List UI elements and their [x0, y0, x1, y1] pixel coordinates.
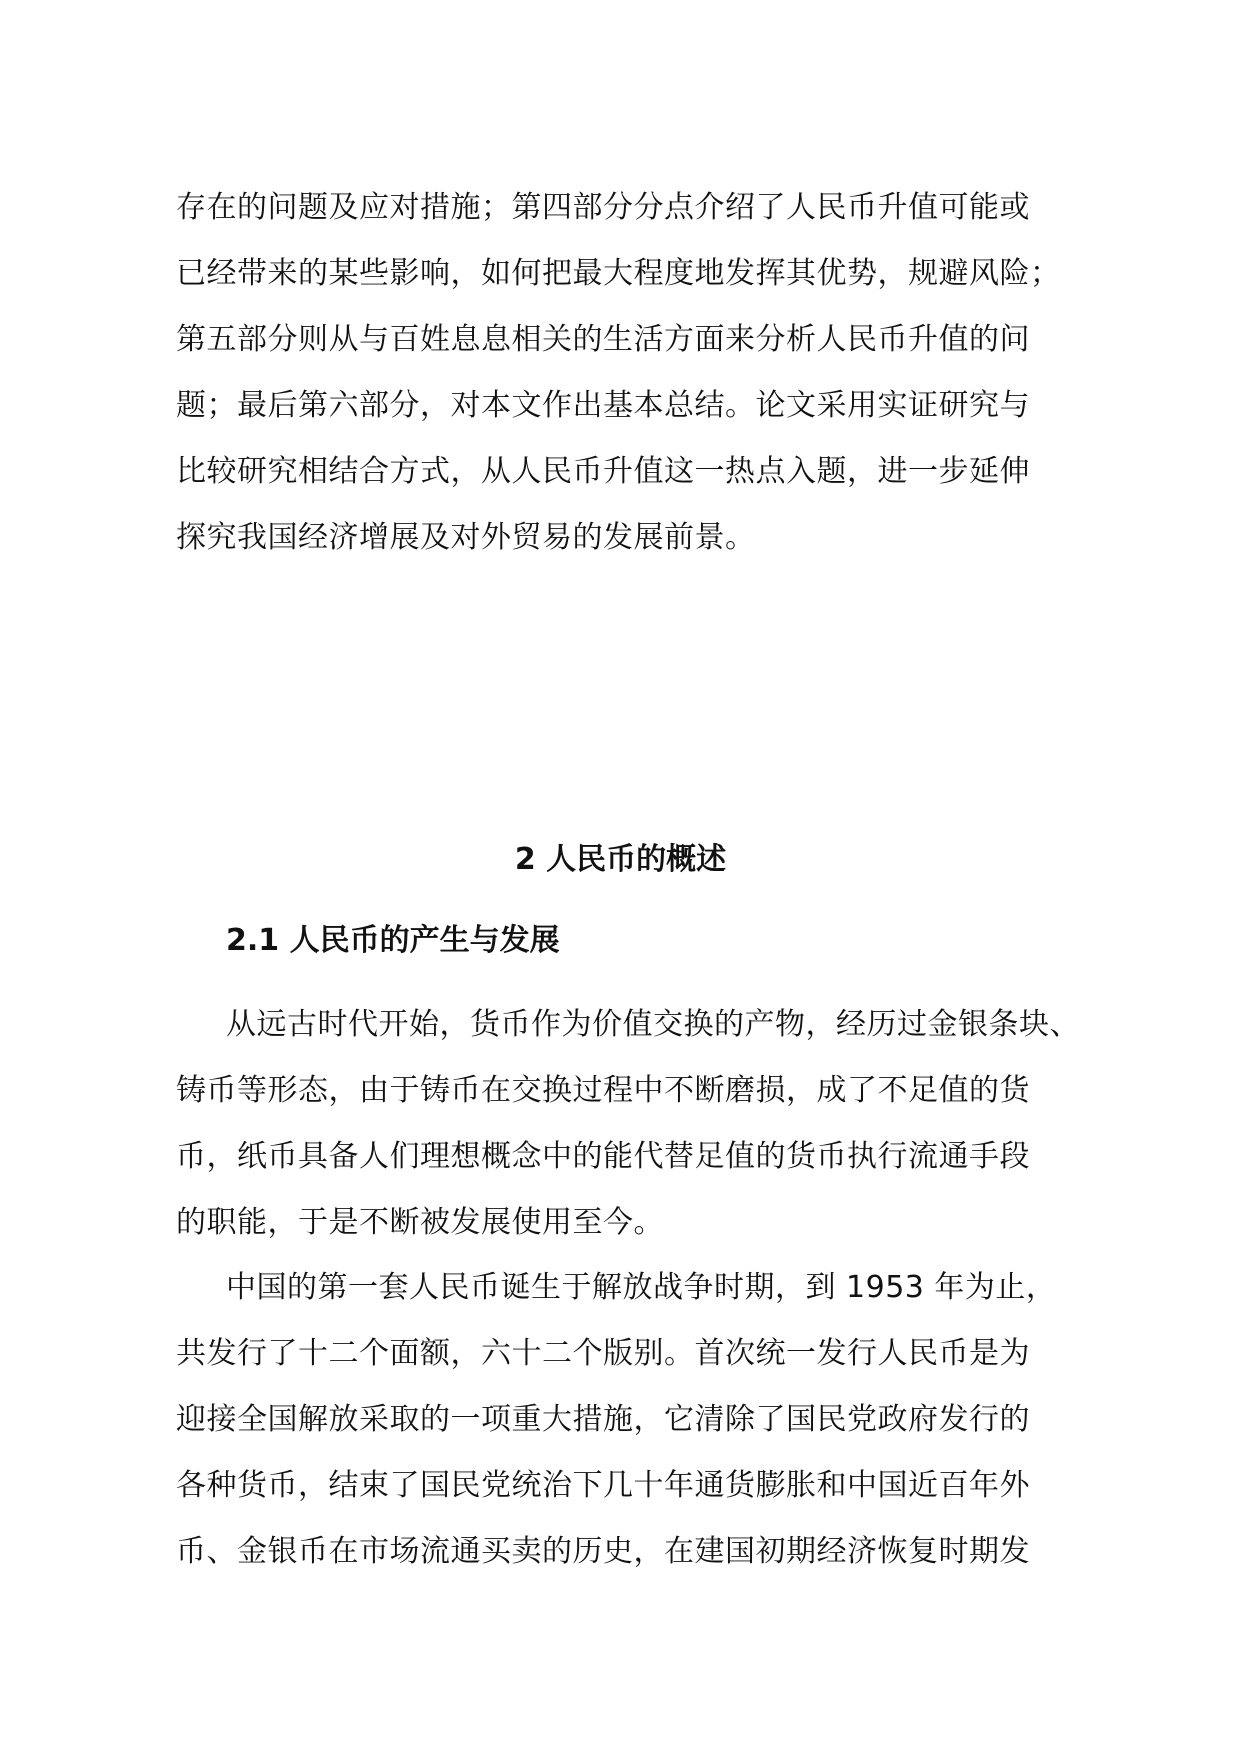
chapter-title: 2 人民币的概述: [514, 842, 727, 877]
paragraph-origin: [176, 992, 1116, 1256]
text-line: 存在的问题及应对措施；第四部分分点介绍了人民币升值可能或: [176, 190, 1030, 225]
section-title: 2.1 人民币的产生与发展: [226, 923, 560, 958]
text-line: 的职能，于是不断被发展使用至今。: [176, 1205, 664, 1240]
intro-paragraph: [176, 175, 1116, 571]
text-line: 各种货币，结束了国民党统治下几十年通货膨胀和中国近百年外: [176, 1468, 1030, 1503]
text-line: 中国的第一套人民币诞生于解放战争时期，到 1953 年为止，: [226, 1270, 1057, 1305]
text-line: 已经带来的某些影响，如何把最大程度地发挥其优势，规避风险；: [176, 256, 1061, 291]
text-line: 第五部分则从与百姓息息相关的生活方面来分析人民币升值的问: [176, 322, 1030, 357]
text-line: 探究我国经济增展及对外贸易的发展前景。: [176, 520, 756, 555]
text-line: 共发行了十二个面额，六十二个版别。首次统一发行人民币是为: [176, 1336, 1030, 1371]
text-line: 比较研究相结合方式，从人民币升值这一热点入题，进一步延伸: [176, 454, 1030, 489]
text-line: 从远古时代开始，货币作为价值交换的产物，经历过金银条块、: [226, 1007, 1080, 1042]
text-line: 币，纸币具备人们理想概念中的能代替足值的货币执行流通手段: [176, 1139, 1030, 1174]
text-line: 币、金银币在市场流通买卖的历史，在建国初期经济恢复时期发: [176, 1534, 1030, 1569]
paragraph-first-set: [176, 1255, 1116, 1585]
text-line: 迎接全国解放采取的一项重大措施，它清除了国民党政府发行的: [176, 1402, 1030, 1437]
text-line: 题；最后第六部分，对本文作出基本总结。论文采用实证研究与: [176, 388, 1030, 423]
text-line: 铸币等形态，由于铸币在交换过程中不断磨损，成了不足值的货: [176, 1073, 1030, 1108]
